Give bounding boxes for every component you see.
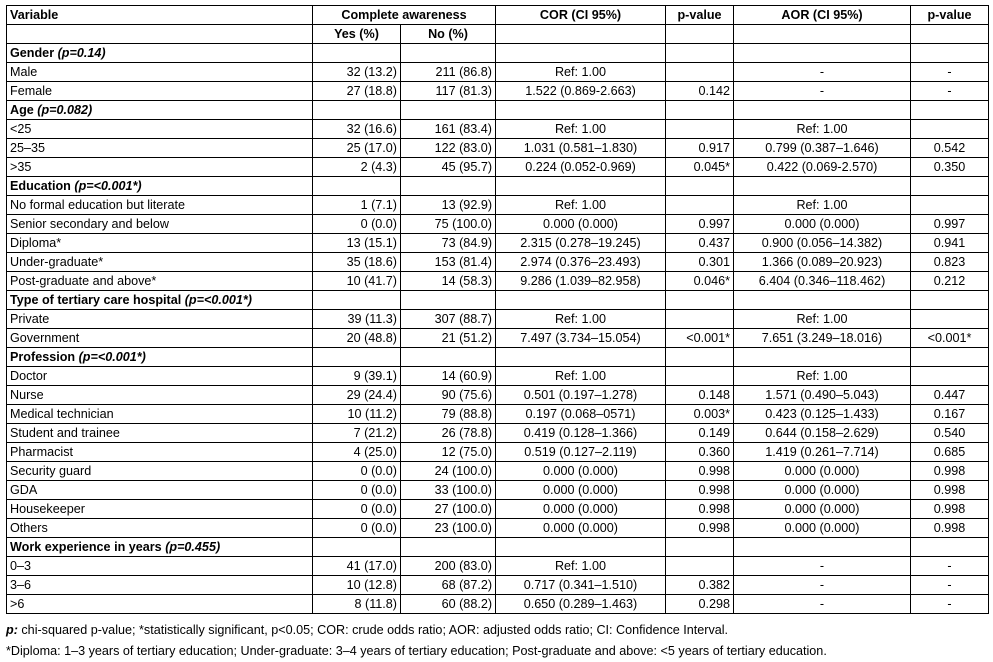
cor-cell: 7.497 (3.734–15.054) [496, 329, 666, 348]
no-cell: 79 (88.8) [401, 405, 496, 424]
variable-header: Variable [7, 6, 313, 25]
no-cell: 68 (87.2) [401, 576, 496, 595]
p-value-cell: 0.998 [911, 462, 989, 481]
aor-cell: 0.000 (0.000) [734, 519, 911, 538]
aor-cell: 1.419 (0.261–7.714) [734, 443, 911, 462]
no-cell: 12 (75.0) [401, 443, 496, 462]
row-label: GDA [7, 481, 313, 500]
cor-cell: 9.286 (1.039–82.958) [496, 272, 666, 291]
yes-cell: 10 (41.7) [313, 272, 401, 291]
section-title: Education [10, 178, 71, 193]
yes-cell: 25 (17.0) [313, 139, 401, 158]
row-label: <25 [7, 120, 313, 139]
cor-cell: 0.000 (0.000) [496, 462, 666, 481]
p-value-cell: - [911, 63, 989, 82]
p-value-cell: 0.301 [666, 253, 734, 272]
empty-cell [666, 291, 734, 310]
section-header-cell [7, 538, 313, 557]
empty-cell [666, 177, 734, 196]
awareness-table [6, 5, 989, 614]
p-value-cell: 0.998 [911, 519, 989, 538]
no-cell: 14 (60.9) [401, 367, 496, 386]
header-empty-cell [496, 25, 666, 44]
p-value-cell: 0.685 [911, 443, 989, 462]
row-label: 25–35 [7, 139, 313, 158]
no-cell: 14 (58.3) [401, 272, 496, 291]
yes-cell: 20 (48.8) [313, 329, 401, 348]
section-title: Type of tertiary care hospital [10, 292, 182, 307]
empty-cell [401, 177, 496, 196]
yes-cell: 7 (21.2) [313, 424, 401, 443]
yes-cell: 32 (16.6) [313, 120, 401, 139]
note-line-2: *Diploma: 1–3 years of tertiary education; Under-graduate: 3–4 years of tertiary education; Post-graduate and above: <5 years of tertiary education. [6, 644, 827, 658]
aor-cell: 0.000 (0.000) [734, 481, 911, 500]
table-row [7, 367, 989, 386]
row-label: Senior secondary and below [7, 215, 313, 234]
empty-cell [313, 44, 401, 63]
section-title: Gender [10, 45, 55, 60]
yes-cell: 2 (4.3) [313, 158, 401, 177]
p-value-cell [911, 196, 989, 215]
no-header: No (%) [401, 25, 496, 44]
empty-cell [734, 538, 911, 557]
yes-cell: 41 (17.0) [313, 557, 401, 576]
aor-cell: Ref: 1.00 [734, 196, 911, 215]
no-cell: 75 (100.0) [401, 215, 496, 234]
empty-cell [401, 291, 496, 310]
p-value-cell: - [911, 576, 989, 595]
row-label: Housekeeper [7, 500, 313, 519]
table-row [7, 63, 989, 82]
p-value-cell: 0.148 [666, 386, 734, 405]
no-cell: 21 (51.2) [401, 329, 496, 348]
row-label: Pharmacist [7, 443, 313, 462]
p-value-cell: 0.142 [666, 82, 734, 101]
p-value-cell: - [911, 557, 989, 576]
aor-cell: 0.422 (0.069-2.570) [734, 158, 911, 177]
note-p-label: p: [6, 623, 18, 637]
row-label: No formal education but literate [7, 196, 313, 215]
empty-cell [911, 44, 989, 63]
p-value-cell: 0.917 [666, 139, 734, 158]
table-row [7, 158, 989, 177]
section-p-value: (p=<0.001*) [78, 349, 146, 364]
row-label: Private [7, 310, 313, 329]
yes-cell: 13 (15.1) [313, 234, 401, 253]
section-title: Work experience in years [10, 539, 162, 554]
p-value-cell [666, 196, 734, 215]
p-value-cell [911, 367, 989, 386]
section-header-cell [7, 348, 313, 367]
aor-cell: 0.423 (0.125–1.433) [734, 405, 911, 424]
cor-cell: Ref: 1.00 [496, 196, 666, 215]
no-cell: 200 (83.0) [401, 557, 496, 576]
cor-cell: 0.224 (0.052-0.969) [496, 158, 666, 177]
table-row [7, 500, 989, 519]
row-label: Medical technician [7, 405, 313, 424]
p-value-cell: 0.542 [911, 139, 989, 158]
no-cell: 153 (81.4) [401, 253, 496, 272]
p-value-cell: 0.998 [666, 462, 734, 481]
table-row [7, 310, 989, 329]
aor-cell: 0.000 (0.000) [734, 500, 911, 519]
aor-cell: 0.000 (0.000) [734, 215, 911, 234]
p-value-cell: 0.941 [911, 234, 989, 253]
aor-cell: 0.000 (0.000) [734, 462, 911, 481]
empty-cell [666, 101, 734, 120]
empty-cell [666, 538, 734, 557]
yes-cell: 0 (0.0) [313, 462, 401, 481]
header-row-2 [7, 25, 989, 44]
cor-header: COR (CI 95%) [496, 6, 666, 25]
row-label: >35 [7, 158, 313, 177]
row-label: >6 [7, 595, 313, 614]
aor-cell: 1.571 (0.490–5.043) [734, 386, 911, 405]
empty-cell [666, 348, 734, 367]
note-abbreviations: chi-squared p-value; *statistically significant, p<0.05; COR: crude odds ratio; AOR: adjusted odds ratio; CI: Confidence Interval. [17, 623, 729, 637]
no-cell: 13 (92.9) [401, 196, 496, 215]
yes-cell: 29 (24.4) [313, 386, 401, 405]
empty-cell [313, 291, 401, 310]
empty-cell [911, 101, 989, 120]
table-row [7, 443, 989, 462]
header-empty-cell [666, 25, 734, 44]
section-header-cell [7, 177, 313, 196]
section-header-row [7, 101, 989, 120]
aor-cell: - [734, 576, 911, 595]
empty-cell [496, 101, 666, 120]
aor-cell: 0.900 (0.056–14.382) [734, 234, 911, 253]
cor-cell: 0.650 (0.289–1.463) [496, 595, 666, 614]
aor-cell: Ref: 1.00 [734, 120, 911, 139]
empty-cell [401, 348, 496, 367]
cor-cell: 0.000 (0.000) [496, 519, 666, 538]
p-value-cell [666, 310, 734, 329]
empty-cell [911, 538, 989, 557]
empty-cell [496, 291, 666, 310]
empty-cell [911, 348, 989, 367]
no-cell: 27 (100.0) [401, 500, 496, 519]
cor-cell: Ref: 1.00 [496, 557, 666, 576]
empty-cell [734, 101, 911, 120]
no-cell: 24 (100.0) [401, 462, 496, 481]
table-row [7, 557, 989, 576]
empty-cell [496, 44, 666, 63]
header-empty-cell [734, 25, 911, 44]
p-value-cell: 0.998 [666, 500, 734, 519]
yes-cell: 35 (18.6) [313, 253, 401, 272]
table-row [7, 329, 989, 348]
table-row [7, 405, 989, 424]
no-cell: 60 (88.2) [401, 595, 496, 614]
aor-cell: 7.651 (3.249–18.016) [734, 329, 911, 348]
p-value-header-2: p-value [911, 6, 989, 25]
no-cell: 73 (84.9) [401, 234, 496, 253]
empty-cell [496, 538, 666, 557]
p-value-cell: 0.167 [911, 405, 989, 424]
table-row [7, 196, 989, 215]
aor-cell: 1.366 (0.089–20.923) [734, 253, 911, 272]
empty-cell [734, 291, 911, 310]
p-value-cell: 0.998 [911, 500, 989, 519]
empty-cell [911, 177, 989, 196]
cor-cell: 0.000 (0.000) [496, 481, 666, 500]
p-value-cell [666, 63, 734, 82]
aor-cell: Ref: 1.00 [734, 310, 911, 329]
no-cell: 211 (86.8) [401, 63, 496, 82]
yes-cell: 32 (13.2) [313, 63, 401, 82]
no-cell: 26 (78.8) [401, 424, 496, 443]
no-cell: 45 (95.7) [401, 158, 496, 177]
no-cell: 90 (75.6) [401, 386, 496, 405]
section-title: Profession [10, 349, 76, 364]
p-value-cell: <0.001* [666, 329, 734, 348]
p-value-cell: 0.540 [911, 424, 989, 443]
section-header-row [7, 538, 989, 557]
section-header-cell [7, 44, 313, 63]
row-label: Others [7, 519, 313, 538]
yes-cell: 10 (11.2) [313, 405, 401, 424]
table-row [7, 139, 989, 158]
section-p-value: (p=<0.001*) [184, 292, 252, 307]
p-value-cell: 0.350 [911, 158, 989, 177]
p-value-cell: 0.997 [911, 215, 989, 234]
yes-header: Yes (%) [313, 25, 401, 44]
row-label: Doctor [7, 367, 313, 386]
table-row [7, 82, 989, 101]
aor-cell: 6.404 (0.346–118.462) [734, 272, 911, 291]
table-row [7, 215, 989, 234]
cor-cell: 1.031 (0.581–1.830) [496, 139, 666, 158]
section-p-value: (p=<0.001*) [74, 178, 142, 193]
row-label: Student and trainee [7, 424, 313, 443]
table-row [7, 519, 989, 538]
section-title: Age [10, 102, 34, 117]
table-row [7, 386, 989, 405]
aor-cell: 0.799 (0.387–1.646) [734, 139, 911, 158]
cor-cell: 2.315 (0.278–19.245) [496, 234, 666, 253]
table-row [7, 576, 989, 595]
p-value-header-1: p-value [666, 6, 734, 25]
p-value-cell: 0.823 [911, 253, 989, 272]
p-value-cell: 0.149 [666, 424, 734, 443]
yes-cell: 8 (11.8) [313, 595, 401, 614]
aor-cell: Ref: 1.00 [734, 367, 911, 386]
no-cell: 117 (81.3) [401, 82, 496, 101]
empty-cell [401, 101, 496, 120]
row-label: Post-graduate and above* [7, 272, 313, 291]
header-empty-cell [911, 25, 989, 44]
table-row [7, 462, 989, 481]
p-value-cell: 0.003* [666, 405, 734, 424]
p-value-cell: <0.001* [911, 329, 989, 348]
table-row [7, 424, 989, 443]
note-line-1 [6, 620, 988, 641]
aor-cell: - [734, 82, 911, 101]
empty-cell [313, 348, 401, 367]
no-cell: 307 (88.7) [401, 310, 496, 329]
cor-cell: 0.000 (0.000) [496, 500, 666, 519]
cor-cell: 1.522 (0.869-2.663) [496, 82, 666, 101]
cor-cell: 0.501 (0.197–1.278) [496, 386, 666, 405]
p-value-cell: 0.447 [911, 386, 989, 405]
aor-cell: - [734, 595, 911, 614]
cor-cell: 0.000 (0.000) [496, 215, 666, 234]
cor-cell: Ref: 1.00 [496, 63, 666, 82]
section-header-cell [7, 101, 313, 120]
empty-cell [734, 348, 911, 367]
p-value-cell: 0.046* [666, 272, 734, 291]
empty-cell [401, 538, 496, 557]
empty-cell [496, 348, 666, 367]
p-value-cell [666, 367, 734, 386]
table-row [7, 595, 989, 614]
section-header-row [7, 177, 989, 196]
yes-cell: 9 (39.1) [313, 367, 401, 386]
table-notes [6, 620, 988, 662]
cor-cell: 2.974 (0.376–23.493) [496, 253, 666, 272]
p-value-cell: - [911, 82, 989, 101]
row-label: 3–6 [7, 576, 313, 595]
cor-cell: Ref: 1.00 [496, 367, 666, 386]
aor-cell: - [734, 557, 911, 576]
yes-cell: 0 (0.0) [313, 215, 401, 234]
p-value-cell: 0.998 [666, 481, 734, 500]
cor-cell: 0.717 (0.341–1.510) [496, 576, 666, 595]
table-body [7, 44, 989, 614]
p-value-cell [911, 120, 989, 139]
row-label: Government [7, 329, 313, 348]
row-label: Under-graduate* [7, 253, 313, 272]
yes-cell: 4 (25.0) [313, 443, 401, 462]
table-row [7, 253, 989, 272]
header-row-1 [7, 6, 989, 25]
aor-header: AOR (CI 95%) [734, 6, 911, 25]
header-empty-cell [7, 25, 313, 44]
section-header-row [7, 44, 989, 63]
yes-cell: 27 (18.8) [313, 82, 401, 101]
no-cell: 161 (83.4) [401, 120, 496, 139]
p-value-cell [666, 120, 734, 139]
row-label: 0–3 [7, 557, 313, 576]
table-row [7, 120, 989, 139]
cor-cell: 0.519 (0.127–2.119) [496, 443, 666, 462]
p-value-cell: 0.360 [666, 443, 734, 462]
empty-cell [666, 44, 734, 63]
table-row [7, 272, 989, 291]
p-value-cell: 0.382 [666, 576, 734, 595]
p-value-cell: 0.045* [666, 158, 734, 177]
section-header-row [7, 291, 989, 310]
section-p-value: (p=0.082) [37, 102, 93, 117]
empty-cell [313, 538, 401, 557]
row-label: Diploma* [7, 234, 313, 253]
row-label: Security guard [7, 462, 313, 481]
p-value-cell [911, 310, 989, 329]
p-value-cell: 0.212 [911, 272, 989, 291]
empty-cell [911, 291, 989, 310]
p-value-cell: 0.437 [666, 234, 734, 253]
section-p-value: (p=0.14) [57, 45, 106, 60]
cor-cell: Ref: 1.00 [496, 120, 666, 139]
table-row [7, 234, 989, 253]
empty-cell [734, 44, 911, 63]
yes-cell: 10 (12.8) [313, 576, 401, 595]
table-row [7, 481, 989, 500]
yes-cell: 0 (0.0) [313, 500, 401, 519]
empty-cell [401, 44, 496, 63]
yes-cell: 0 (0.0) [313, 519, 401, 538]
yes-cell: 1 (7.1) [313, 196, 401, 215]
p-value-cell: 0.298 [666, 595, 734, 614]
p-value-cell: - [911, 595, 989, 614]
empty-cell [313, 101, 401, 120]
p-value-cell: 0.998 [911, 481, 989, 500]
row-label: Male [7, 63, 313, 82]
aor-cell: - [734, 63, 911, 82]
aor-cell: 0.644 (0.158–2.629) [734, 424, 911, 443]
empty-cell [496, 177, 666, 196]
empty-cell [313, 177, 401, 196]
p-value-cell: 0.997 [666, 215, 734, 234]
empty-cell [734, 177, 911, 196]
results-table-container [6, 5, 988, 662]
cor-cell: 0.419 (0.128–1.366) [496, 424, 666, 443]
no-cell: 122 (83.0) [401, 139, 496, 158]
complete-awareness-header: Complete awareness [313, 6, 496, 25]
row-label: Female [7, 82, 313, 101]
p-value-cell [666, 557, 734, 576]
yes-cell: 39 (11.3) [313, 310, 401, 329]
yes-cell: 0 (0.0) [313, 481, 401, 500]
section-p-value: (p=0.455) [165, 539, 221, 554]
p-value-cell: 0.998 [666, 519, 734, 538]
cor-cell: 0.197 (0.068–0571) [496, 405, 666, 424]
section-header-row [7, 348, 989, 367]
row-label: Nurse [7, 386, 313, 405]
no-cell: 33 (100.0) [401, 481, 496, 500]
no-cell: 23 (100.0) [401, 519, 496, 538]
section-header-cell [7, 291, 313, 310]
cor-cell: Ref: 1.00 [496, 310, 666, 329]
